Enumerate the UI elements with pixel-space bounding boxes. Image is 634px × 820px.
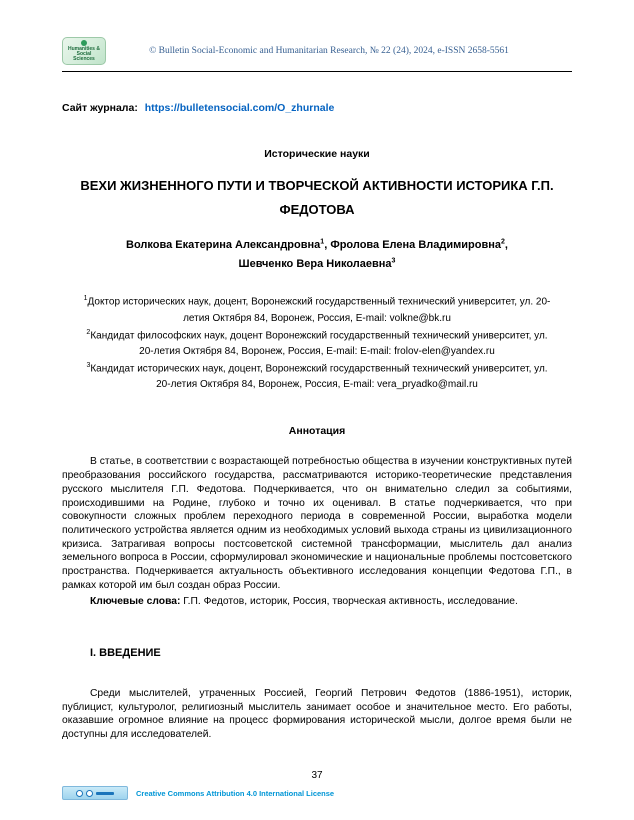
- cc-circle-icon: [76, 790, 83, 797]
- logo-text-line1: Humanities & Social: [68, 46, 100, 57]
- abstract-paragraph: В статье, в соответствии с возрастающей потребностью общества в изучении конструктивных путей преобразования российского государства, рассматриваются историко-теоретические представления русского мыслителя Г.П. Федотова. Подчеркивается, что он внимательно следил за событиями, происходившими на Родине, глубоко и точно их оценивал. В статье подчеркивается, что при совокупности сложных проблем переходного периода в современной России, выработка модели политического устройства является одним из необходимых условий выхода страны из цивилизационного кризиса. Затрагивая вопросы постсоветской системной трансформации, мыслитель дал анализ земельного вопроса в России, сформулировал экономические и национальные проблемы постсоветского пространства. Подчеркивается актуальность объективного исследования концепции Федотова Г.П., в рамках которой им был создан образ России.: [62, 456, 572, 591]
- license-row: [62, 786, 572, 800]
- author-name: Волкова Екатерина Александровна: [126, 239, 321, 252]
- author: [126, 239, 330, 251]
- affiliation-text: Кандидат философских наук, доцент Воронежский государственный технический университет, ул. 20-летия Октября 84, Воронеж, Россия, E-mail: E-mail: frolov-elen@yandex.ru: [90, 330, 548, 358]
- keywords-line: [62, 595, 572, 609]
- journal-header-line: © Bulletin Social-Economic and Humanitarian Research, № 22 (24), 2024, e-ISSN 2658-5561: [149, 46, 509, 56]
- header-divider: [62, 71, 572, 72]
- keywords-label: Ключевые слова:: [90, 596, 181, 608]
- article-title: ВЕХИ ЖИЗНЕННОГО ПУТИ И ТВОРЧЕСКОЙ АКТИВНОСТИ ИСТОРИКА Г.П. ФЕДОТОВА: [80, 178, 554, 218]
- page-footer: [62, 770, 572, 800]
- journal-site-line: [62, 102, 572, 114]
- badge-bar-icon: [96, 792, 114, 795]
- science-section-label: Исторические науки: [264, 148, 370, 160]
- affiliation-superscript: 2: [86, 328, 91, 336]
- page-header: [62, 36, 572, 66]
- author: [239, 258, 396, 270]
- authors-line: [62, 236, 572, 273]
- author-superscript: 1: [320, 238, 325, 246]
- site-label: Сайт журнала:: [62, 102, 138, 114]
- affiliation: [78, 293, 556, 326]
- logo-text-line2: Sciences: [73, 56, 95, 62]
- author-superscript: 2: [501, 238, 505, 246]
- journal-logo: [62, 37, 106, 65]
- affiliation-superscript: 3: [86, 362, 91, 370]
- affiliation-text: Доктор исторических наук, доцент, Воронежский государственный технический университет, ул. 20-летия Октября 84, Воронеж, Россия, E-mail: volkne@bk.ru: [87, 296, 551, 324]
- affiliation: [78, 360, 556, 393]
- affiliations: [78, 293, 556, 393]
- journal-site-link[interactable]: https://bulletensocial.com/O_zhurnale: [144, 102, 335, 114]
- abstract-heading: Аннотация: [288, 425, 346, 438]
- affiliation: [78, 327, 556, 360]
- creative-commons-badge-icon: [62, 786, 128, 800]
- cc-circle-icon: [86, 790, 93, 797]
- author-separator: ,: [324, 239, 331, 252]
- author-name: Шевченко Вера Николаевна: [238, 257, 392, 270]
- author: [330, 239, 508, 251]
- author-name: Фролова Елена Владимировна: [330, 239, 501, 252]
- journal-logo-text: [63, 47, 105, 62]
- introduction-paragraph: Среди мыслителей, утраченных Россией, Георгий Петрович Федотов (1886-1951), историк, публицист, культуролог, религиозный мыслитель занимает особое и значительное место. Его работы, оказавшие огромное влияние на процесс формирования исторической мысли, долгое время были не доступны для исследователей.: [62, 688, 572, 741]
- section-heading-introduction: I. ВВЕДЕНИЕ: [90, 647, 161, 660]
- license-link[interactable]: Creative Commons Attribution 4.0 International License: [136, 788, 335, 798]
- page-number: 37: [311, 770, 323, 781]
- author-superscript: 3: [391, 257, 396, 265]
- keywords-list: Г.П. Федотов, историк, Россия, творческая активность, исследование.: [180, 596, 518, 608]
- affiliation-superscript: 1: [83, 295, 88, 303]
- author-separator: ,: [504, 239, 508, 252]
- affiliation-text: Кандидат исторических наук, доцент, Воронежский государственный технический университет, ул. 20-летия Октября 84, Воронеж, Россия, E-mail: vera_pryadko@mail.ru: [90, 363, 548, 391]
